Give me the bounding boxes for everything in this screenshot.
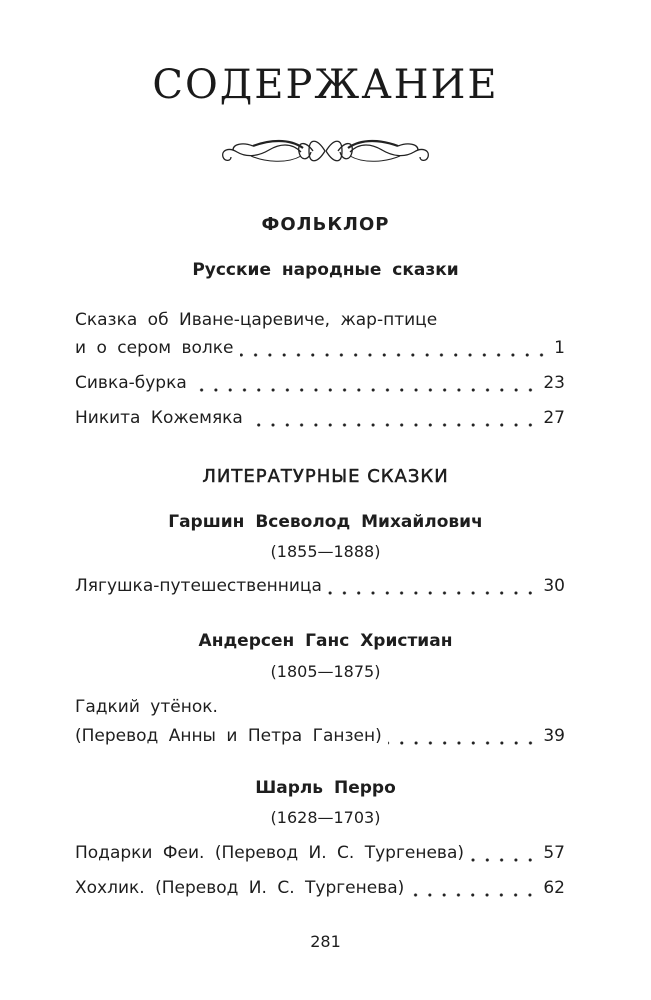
entry-page: 57: [543, 843, 565, 863]
dot-leader: [410, 892, 537, 898]
entry-title: (Перевод Анны и Петра Ганзен): [75, 726, 382, 746]
page-number: 281: [310, 932, 341, 951]
entry-page: 39: [543, 726, 565, 746]
section-heading-literary: ЛИТЕРАТУРНЫЕ СКАЗКИ: [202, 466, 449, 487]
author-years: (1855—1888): [270, 542, 381, 561]
entry-page: 1: [554, 338, 565, 358]
subsection-heading: Русские народные сказки: [192, 260, 459, 280]
section-heading-folklore: ФОЛЬКЛОР: [261, 214, 390, 235]
entry-title: Подарки Феи. (Перевод И. С. Тургенева): [75, 843, 464, 863]
dot-leader: [240, 352, 549, 358]
author-years: (1628—1703): [270, 808, 381, 827]
toc-entry-line: Сказка об Иване-царевиче, жар-птице: [75, 310, 438, 330]
toc-entry[interactable]: [75, 572, 565, 600]
entry-page: 62: [543, 878, 565, 898]
entry-title: Хохлик. (Перевод И. С. Тургенева): [75, 878, 405, 898]
author-name: Шарль Перро: [255, 778, 396, 798]
toc-entry-line: Гадкий утёнок.: [75, 697, 218, 717]
author-name: Гаршин Всеволод Михайлович: [168, 512, 483, 532]
toc-entry[interactable]: [75, 404, 565, 432]
flourish-divider-icon: [213, 132, 438, 170]
author-name: Андерсен Ганс Христиан: [198, 631, 453, 651]
dot-leader: [470, 857, 537, 863]
toc-entry[interactable]: [75, 369, 565, 397]
dot-leader: [388, 740, 538, 746]
dot-leader: [328, 590, 537, 596]
author-years: (1805—1875): [270, 662, 381, 681]
entry-title: и о сером волке: [75, 338, 234, 358]
dot-leader: [249, 422, 538, 428]
entry-page: 30: [543, 576, 565, 596]
toc-entry[interactable]: [75, 334, 565, 362]
page-title: СОДЕРЖАНИЕ: [152, 62, 499, 108]
entry-title: Сивка-бурка: [75, 373, 187, 393]
entry-page: 23: [543, 373, 565, 393]
entry-title: Никита Кожемяка: [75, 408, 243, 428]
entry-title: Лягушка-путешественница: [75, 576, 322, 596]
toc-entry[interactable]: [75, 722, 565, 750]
toc-entry[interactable]: [75, 874, 565, 902]
entry-page: 27: [543, 408, 565, 428]
toc-entry[interactable]: [75, 839, 565, 867]
dot-leader: [193, 387, 538, 393]
